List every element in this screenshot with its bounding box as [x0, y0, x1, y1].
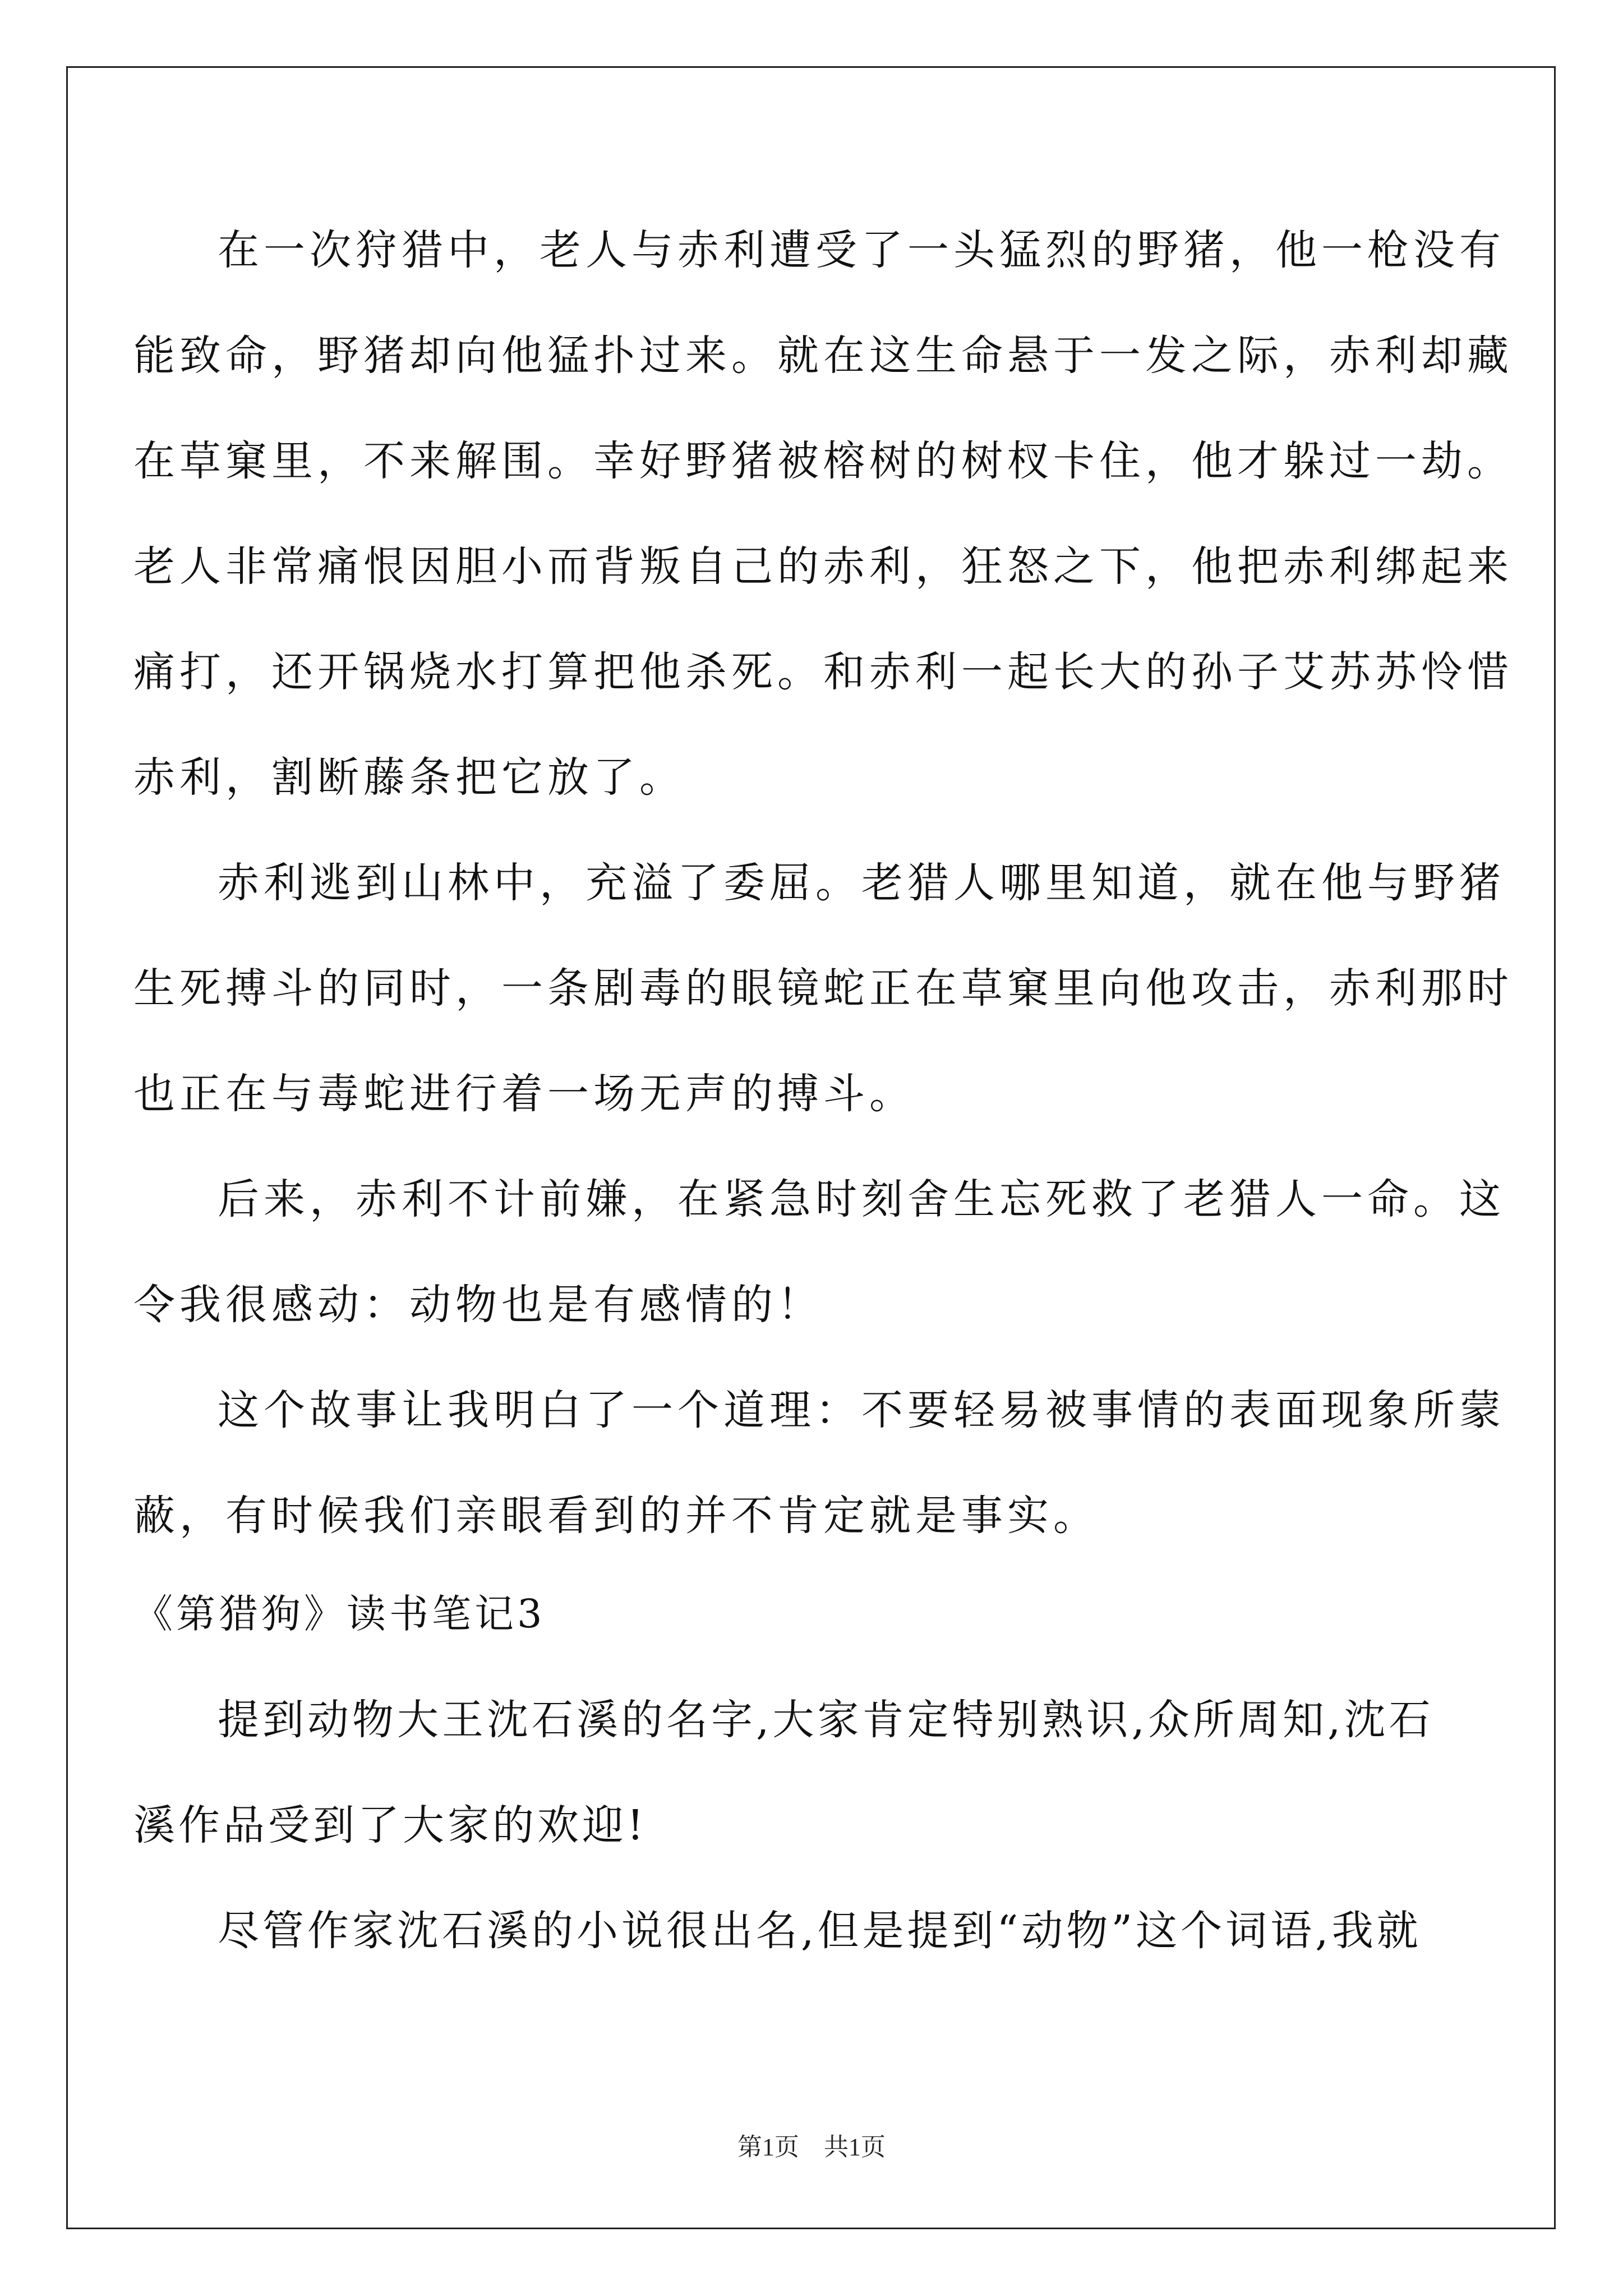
paragraph-line: 溪作品受到了大家的欢迎! [133, 1801, 647, 1849]
paragraph-line: 也正在与毒蛇进行着一场无声的搏斗。 [133, 1070, 915, 1118]
section-heading: 《第猎狗》读书笔记3 [133, 1591, 546, 1637]
page-number: 第1页 共1页 [737, 2133, 886, 2161]
paragraph-line: 赤利，割断藤条把它放了。 [133, 753, 685, 802]
paragraph-line: 在一次狩猎中，老人与赤利遭受了一头猛烈的野猪，他一枪没有 [218, 226, 1505, 274]
paragraph-line: 后来，赤利不计前嫌，在紧急时刻舍生忘死救了老猎人一命。这 [218, 1175, 1505, 1223]
paragraph-line: 生死搏斗的同时，一条剧毒的眼镜蛇正在草窠里向他攻击，赤利那时 [133, 964, 1513, 1013]
paragraph-line: 令我很感动：动物也是有感情的！ [133, 1281, 823, 1329]
paragraph-line: 蔽，有时候我们亲眼看到的并不肯定就是事实。 [133, 1492, 1099, 1540]
paragraph-line: 提到动物大王沈石溪的名字,大家肯定特别熟识,众所周知,沈石 [218, 1696, 1434, 1744]
paragraph-line: 能致命，野猪却向他猛扑过来。就在这生命悬于一发之际，赤利却藏 [133, 332, 1513, 380]
paragraph-line: 痛打，还开锅烧水打算把他杀死。和赤利一起长大的孙子艾苏苏怜惜 [133, 648, 1513, 696]
paragraph-line: 赤利逃到山林中，充溢了委屈。老猎人哪里知道，就在他与野猪 [218, 859, 1505, 907]
paragraph-line: 这个故事让我明白了一个道理：不要轻易被事情的表面现象所蒙 [218, 1386, 1505, 1434]
paragraph-line: 老人非常痛恨因胆小而背叛自己的赤利，狂怒之下，他把赤利绑起来 [133, 542, 1513, 591]
paragraph-line: 在草窠里，不来解围。幸好野猪被榕树的树杈卡住，他才躲过一劫。 [133, 437, 1513, 485]
paragraph-line: 尽管作家沈石溪的小说很出名,但是提到“动物”这个词语,我就 [218, 1907, 1422, 1955]
